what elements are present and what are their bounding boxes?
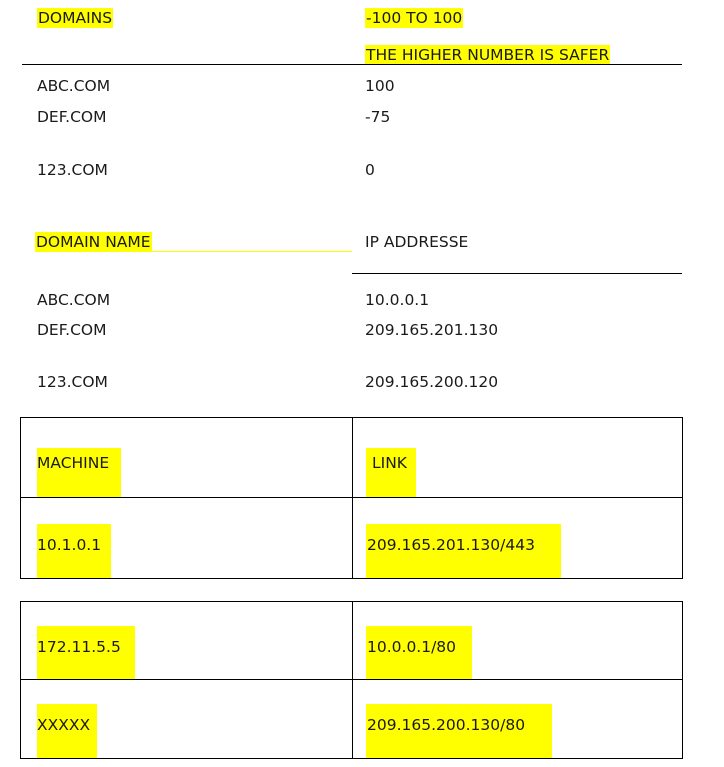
ratings-row-value: -75 [365,108,391,126]
ratings-row-domain: DEF.COM [37,108,107,126]
links-row-machine: 10.1.0.1 [37,536,102,554]
ip-header-underline [35,251,352,252]
ratings-row-value: 100 [365,77,395,95]
ratings-row-value: 0 [365,161,375,179]
ratings-row-domain: 123.COM [37,161,108,179]
links-header-machine: MACHINE [37,454,110,472]
ratings-header-rule [22,64,682,65]
ratings-header-range: -100 TO 100 [366,9,463,27]
links-row-machine: XXXXX [37,716,91,734]
ratings-row-domain: ABC.COM [37,77,111,95]
links-header-link: LINK [372,454,407,472]
links-table-2 [20,601,683,759]
table-row-divider [21,679,682,680]
links-table-1 [20,417,683,579]
ip-row-domain: 123.COM [37,373,108,391]
ip-header-domain-name: DOMAIN NAME [36,233,151,251]
links-row-link: 209.165.200.130/80 [367,716,526,734]
ratings-header-domains: DOMAINS [38,9,113,27]
ip-row-address: 209.165.201.130 [365,321,499,339]
ip-row-domain: ABC.COM [37,291,111,309]
links-row-machine: 172.11.5.5 [37,638,121,656]
ip-row-address: 10.0.0.1 [365,291,430,309]
ip-row-address: 209.165.200.120 [365,373,499,391]
table-column-divider [352,418,353,578]
links-row-link: 10.0.0.1/80 [367,638,457,656]
ip-header-rule [352,273,682,274]
ip-row-domain: DEF.COM [37,321,107,339]
table-column-divider [352,602,353,758]
ip-header-ip-address: IP ADDRESSE [365,233,469,251]
table-row-divider [21,497,682,498]
ratings-note: THE HIGHER NUMBER IS SAFER [366,46,610,64]
links-row-link: 209.165.201.130/443 [367,536,535,554]
